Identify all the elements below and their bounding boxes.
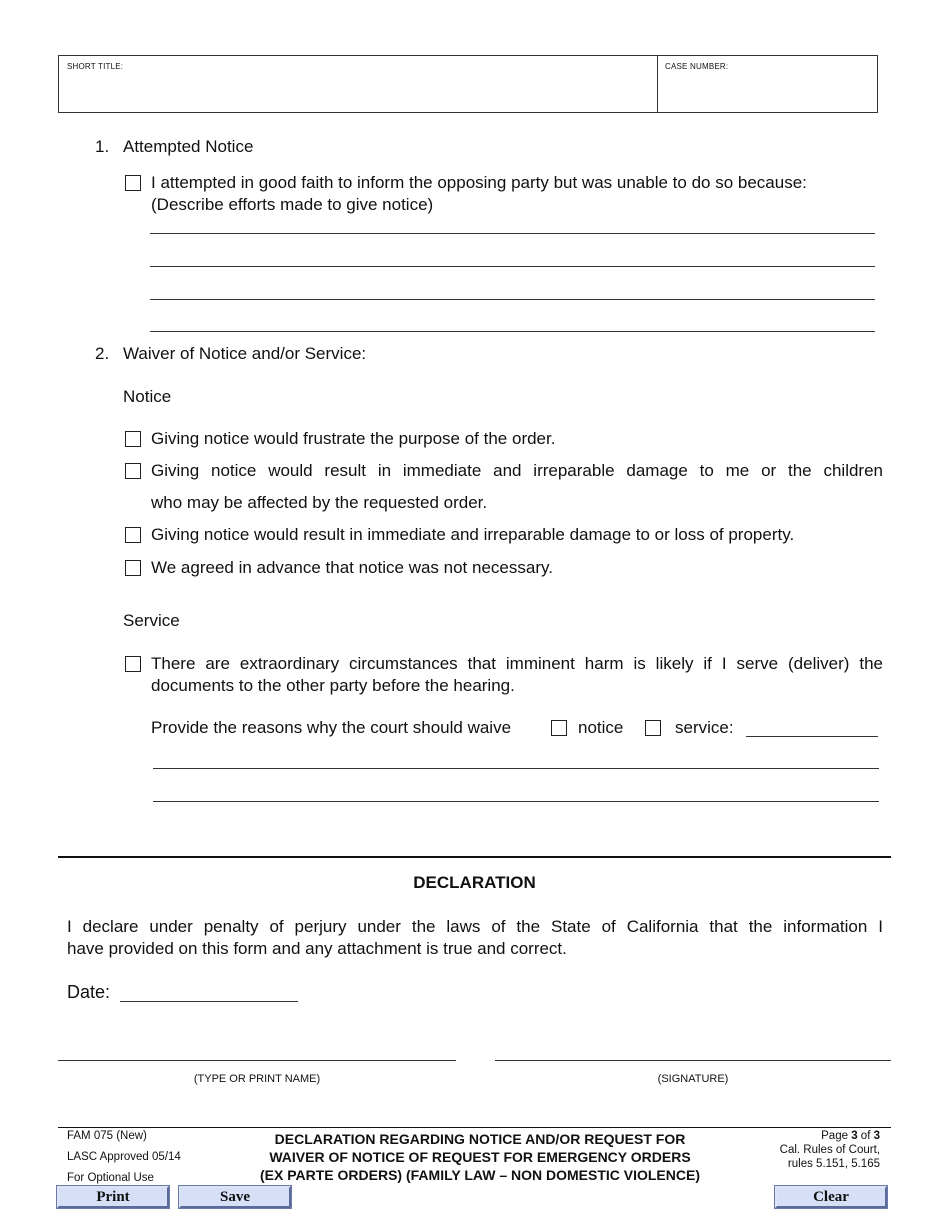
case-number-field[interactable] <box>665 74 873 110</box>
page-of: of <box>860 1130 871 1142</box>
header-divider <box>657 56 658 112</box>
signature-line[interactable] <box>495 1060 891 1061</box>
frustrate-text: Giving notice would frustrate the purpose of the order. <box>151 429 556 448</box>
section-2-number: 2. <box>95 344 110 363</box>
short-title-field[interactable] <box>67 74 651 110</box>
footer-title-line-3: (EX PARTE ORDERS) (FAMILY LAW – NON DOMESTIC VIOLENCE) <box>260 1167 700 1183</box>
clear-button[interactable]: Clear <box>775 1186 887 1208</box>
optional-use-text: For Optional Use <box>67 1172 154 1184</box>
damage-children-text-cont: who may be affected by the requested order. <box>151 493 488 512</box>
reasons-line-1[interactable] <box>153 768 879 769</box>
section-1-title: Attempted Notice <box>123 137 254 156</box>
waive-notice-label: notice <box>578 718 624 737</box>
date-field[interactable] <box>120 1001 298 1002</box>
service-heading: Service <box>123 611 180 630</box>
page-word: Page <box>821 1130 848 1142</box>
extraordinary-checkbox[interactable] <box>125 656 141 672</box>
short-title-label: SHORT TITLE: <box>67 62 124 71</box>
footer-title-line-2: WAIVER OF NOTICE OF REQUEST FOR EMERGENCY ORDERS <box>269 1149 691 1165</box>
reasons-line-2[interactable] <box>153 801 879 802</box>
caption-header-box <box>58 55 878 113</box>
extraordinary-text-cont: documents to the other party before the hearing. <box>151 676 515 695</box>
extraordinary-text: There are extraordinary circumstances that imminent harm is likely if I serve (deliver) the <box>151 654 883 673</box>
date-label: Date: <box>67 982 111 1002</box>
efforts-line-2[interactable] <box>150 266 875 267</box>
waive-service-checkbox[interactable] <box>645 720 661 736</box>
agreed-checkbox[interactable] <box>125 560 141 576</box>
damage-children-checkbox[interactable] <box>125 463 141 479</box>
efforts-line-4[interactable] <box>150 331 875 332</box>
agreed-text: We agreed in advance that notice was not necessary. <box>151 558 553 577</box>
rules-line-2: rules 5.151, 5.165 <box>787 1158 880 1170</box>
declaration-text-cont: have provided on this form and any attachment is true and correct. <box>67 939 567 958</box>
approved-text: LASC Approved 05/14 <box>67 1151 181 1163</box>
attempted-notice-subtext: (Describe efforts made to give notice) <box>151 195 434 214</box>
notice-heading: Notice <box>123 387 172 406</box>
declaration-heading: DECLARATION <box>413 873 536 892</box>
footer-rule <box>58 1127 891 1128</box>
form-id: FAM 075 (New) <box>67 1130 147 1142</box>
waive-notice-checkbox[interactable] <box>551 720 567 736</box>
damage-children-text: Giving notice would result in immediate and irreparable damage to me or the children <box>151 461 883 480</box>
name-line[interactable] <box>58 1060 456 1061</box>
efforts-line-1[interactable] <box>150 233 875 234</box>
attempted-notice-checkbox[interactable] <box>125 175 141 191</box>
name-caption: (TYPE OR PRINT NAME) <box>193 1073 321 1085</box>
attempted-notice-text: I attempted in good faith to inform the opposing party but was unable to do so because: <box>151 173 807 192</box>
declaration-text: I declare under penalty of perjury under the laws of the State of California that the information I <box>67 917 883 936</box>
page-current: 3 <box>851 1130 858 1142</box>
reasons-prefix: Provide the reasons why the court should waive <box>151 718 512 737</box>
reasons-line-0[interactable] <box>746 736 878 737</box>
footer-form-title <box>210 1130 750 1184</box>
section-1-number: 1. <box>95 137 110 156</box>
page-total: 3 <box>873 1130 880 1142</box>
signature-caption: (SIGNATURE) <box>657 1073 729 1085</box>
print-button[interactable]: Print <box>57 1186 169 1208</box>
footer-title-line-1: DECLARATION REGARDING NOTICE AND/OR REQUEST FOR <box>274 1131 686 1147</box>
rules-line-1: Cal. Rules of Court, <box>779 1144 880 1156</box>
efforts-line-3[interactable] <box>150 299 875 300</box>
damage-property-text: Giving notice would result in immediate and irreparable damage to or loss of property. <box>151 525 795 544</box>
save-button[interactable]: Save <box>179 1186 291 1208</box>
damage-property-checkbox[interactable] <box>125 527 141 543</box>
section-divider <box>58 856 891 858</box>
waive-service-label: service: <box>675 718 734 737</box>
case-number-label: CASE NUMBER: <box>665 62 729 71</box>
section-2-title: Waiver of Notice and/or Service: <box>123 344 367 363</box>
frustrate-checkbox[interactable] <box>125 431 141 447</box>
